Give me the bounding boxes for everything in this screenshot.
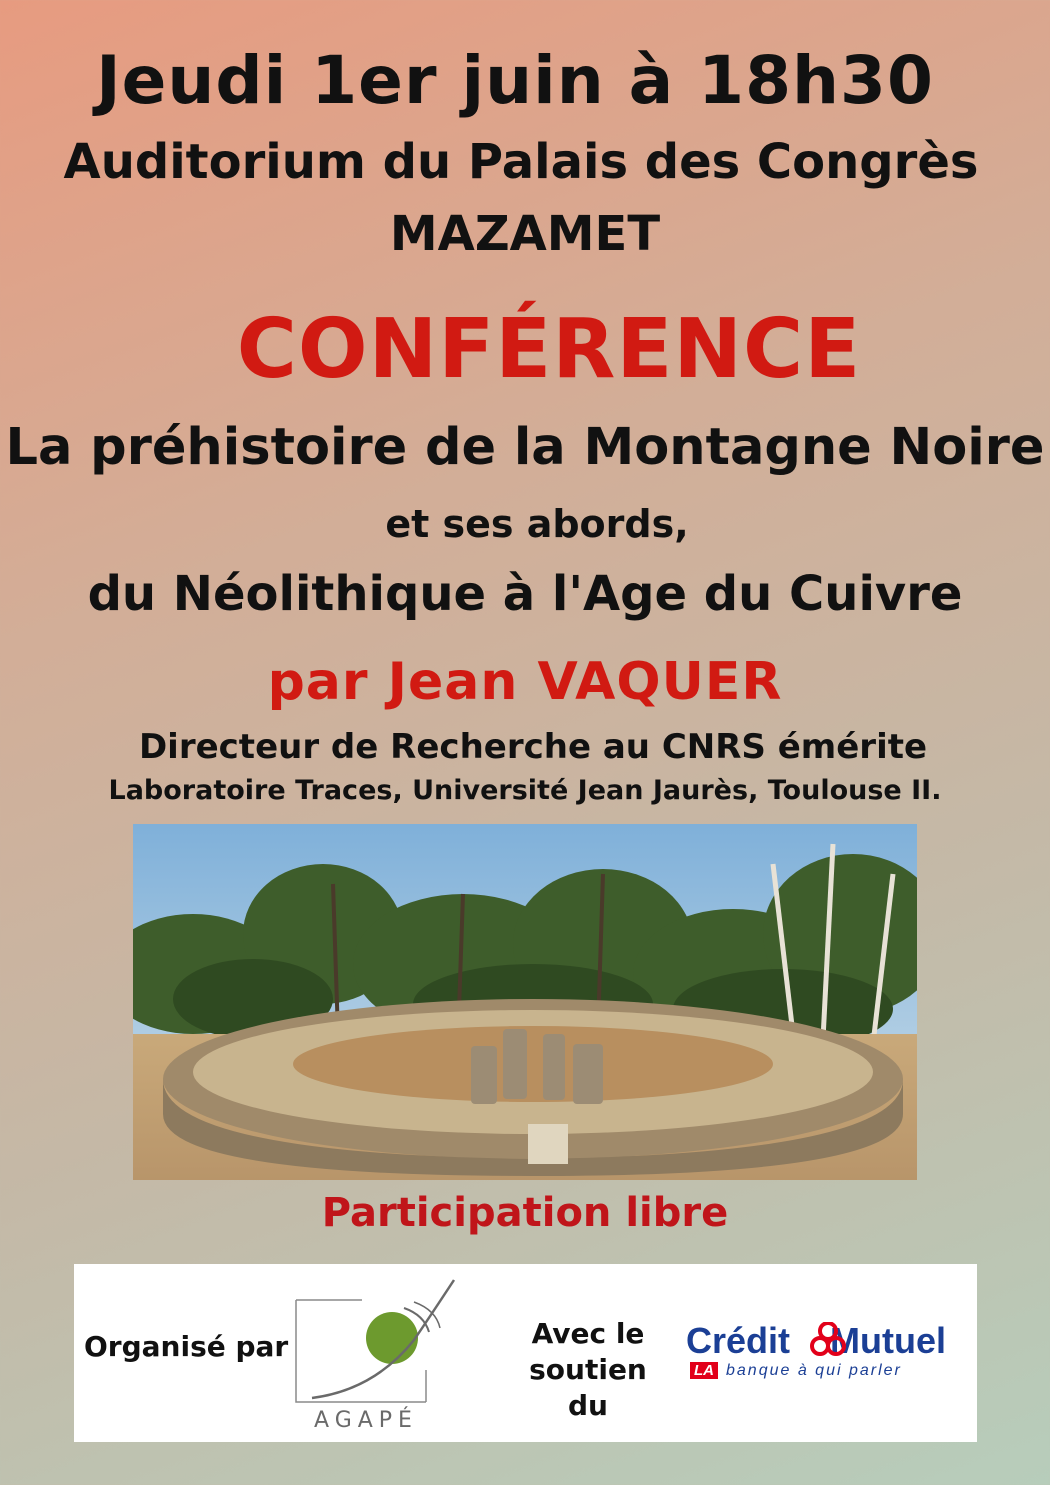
credit-mutuel-la-badge: LA (690, 1362, 718, 1379)
support-label-line-1: Avec le (531, 1317, 645, 1350)
credit-mutuel-tagline: banque à qui parler (726, 1362, 902, 1379)
megalithic-site-photo (133, 824, 917, 1180)
sponsor-footer (74, 1264, 977, 1442)
event-date: Jeudi 1er juin à 18h30 (96, 42, 934, 119)
conference-heading: CONFÉRENCE (236, 302, 862, 397)
speaker-name: par Jean VAQUER (267, 652, 783, 712)
agape-wordmark: AGAPÉ (314, 1408, 418, 1433)
credit-mutuel-logo (686, 1320, 971, 1384)
event-city: MAZAMET (389, 206, 661, 262)
support-label (514, 1316, 662, 1424)
organised-by-label: Organisé par (84, 1330, 289, 1363)
talk-title-line-3: du Néolithique à l'Age du Cuivre (87, 566, 963, 622)
talk-title-line-1: La préhistoire de la Montagne Noire (5, 418, 1045, 477)
event-venue: Auditorium du Palais des Congrès (63, 134, 979, 190)
credit-mutuel-wordmark-part-1: Crédit (686, 1320, 791, 1361)
speaker-affiliation: Laboratoire Traces, Université Jean Jaurès, Toulouse II. (108, 775, 942, 806)
support-label-line-2: soutien du (529, 1353, 647, 1422)
credit-mutuel-cross-icon (810, 1322, 846, 1358)
talk-title-line-2: et ses abords, (385, 502, 689, 546)
credit-mutuel-wordmark-part-2: Mutuel (830, 1320, 946, 1361)
participation-note: Participation libre (321, 1190, 729, 1236)
photo-illustration (133, 824, 917, 1180)
speaker-role: Directeur de Recherche au CNRS émérite (138, 727, 928, 767)
